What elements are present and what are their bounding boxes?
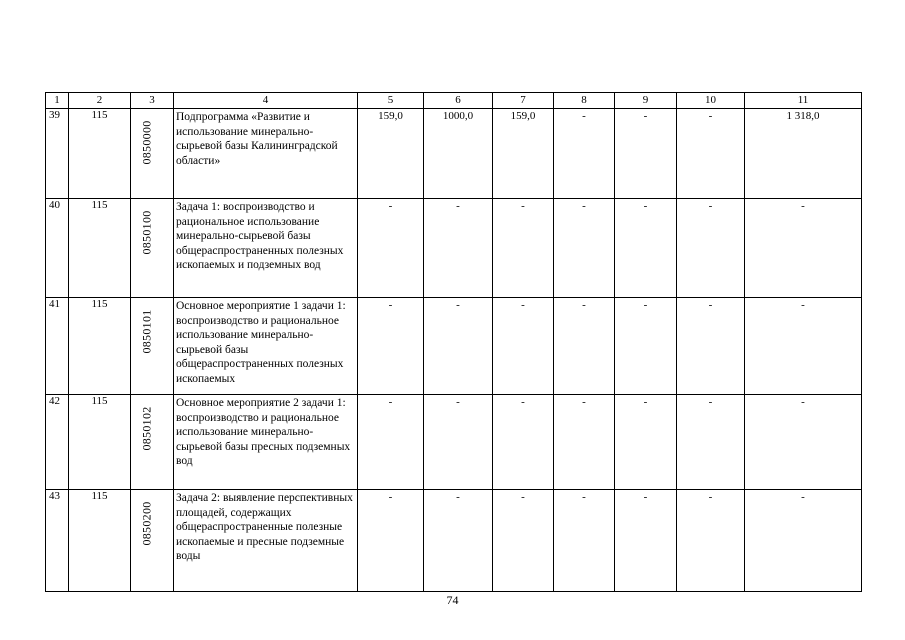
row-col2: 115	[69, 199, 131, 298]
row-col2: 115	[69, 395, 131, 490]
row-value-8: -	[554, 199, 615, 298]
header-cell-7: 7	[493, 93, 554, 109]
row-code-cell	[131, 109, 174, 199]
row-col2: 115	[69, 298, 131, 395]
header-cell-2: 2	[69, 93, 131, 109]
table-row	[46, 490, 862, 592]
row-value-8: -	[554, 395, 615, 490]
row-code: 0850000	[139, 120, 154, 165]
header-cell-5: 5	[358, 93, 424, 109]
row-value-7: -	[493, 490, 554, 592]
row-code-cell	[131, 298, 174, 395]
row-value-11: -	[745, 199, 862, 298]
row-value-7: -	[493, 395, 554, 490]
row-value-10: -	[677, 109, 745, 199]
row-col2: 115	[69, 490, 131, 592]
row-name: Основное мероприятие 1 задачи 1: воспроизводство и рациональное использование минерально-сырьевой базы общераспространенных полезных ископаемых	[174, 298, 358, 395]
row-value-10: -	[677, 490, 745, 592]
row-code-cell	[131, 490, 174, 592]
row-value-5: -	[358, 490, 424, 592]
row-value-5: -	[358, 298, 424, 395]
header-cell-11: 11	[745, 93, 862, 109]
row-number: 40	[46, 199, 69, 298]
header-cell-1: 1	[46, 93, 69, 109]
row-value-10: -	[677, 199, 745, 298]
row-code: 0850100	[139, 210, 154, 255]
row-code: 0850200	[139, 501, 154, 546]
budget-table	[45, 92, 862, 592]
row-number: 43	[46, 490, 69, 592]
row-value-11: 1 318,0	[745, 109, 862, 199]
header-cell-6: 6	[424, 93, 493, 109]
row-value-6: 1000,0	[424, 109, 493, 199]
row-value-9: -	[615, 199, 677, 298]
row-value-10: -	[677, 395, 745, 490]
row-value-5: 159,0	[358, 109, 424, 199]
row-value-6: -	[424, 395, 493, 490]
header-cell-3: 3	[131, 93, 174, 109]
row-value-9: -	[615, 395, 677, 490]
table-row	[46, 395, 862, 490]
row-value-8: -	[554, 109, 615, 199]
row-value-7: 159,0	[493, 109, 554, 199]
row-value-7: -	[493, 199, 554, 298]
row-value-9: -	[615, 298, 677, 395]
row-code: 0850102	[139, 406, 154, 451]
row-name: Задача 2: выявление перспективных площадей, содержащих общераспространенные полезные ископаемые и пресные подземные воды	[174, 490, 358, 592]
row-value-5: -	[358, 199, 424, 298]
row-value-6: -	[424, 199, 493, 298]
row-name: Основное мероприятие 2 задачи 1: воспроизводство и рациональное использование минерально-сырьевой базы пресных подземных вод	[174, 395, 358, 490]
row-code: 0850101	[139, 309, 154, 354]
row-value-11: -	[745, 395, 862, 490]
row-value-6: -	[424, 490, 493, 592]
table-row	[46, 199, 862, 298]
row-value-11: -	[745, 298, 862, 395]
row-number: 39	[46, 109, 69, 199]
table-row	[46, 109, 862, 199]
row-value-5: -	[358, 395, 424, 490]
row-code-cell	[131, 199, 174, 298]
table-row	[46, 298, 862, 395]
row-value-9: -	[615, 109, 677, 199]
row-name: Задача 1: воспроизводство и рациональное использование минерально-сырьевой базы общераспространенных полезных ископаемых и подземных вод	[174, 199, 358, 298]
row-number: 42	[46, 395, 69, 490]
row-value-10: -	[677, 298, 745, 395]
header-row	[46, 93, 862, 109]
row-number: 41	[46, 298, 69, 395]
header-cell-4: 4	[174, 93, 358, 109]
row-name: Подпрограмма «Развитие и использование минерально-сырьевой базы Калининградской области»	[174, 109, 358, 199]
row-value-8: -	[554, 298, 615, 395]
row-code-cell	[131, 395, 174, 490]
row-value-9: -	[615, 490, 677, 592]
header-cell-10: 10	[677, 93, 745, 109]
page-number: 74	[446, 593, 459, 607]
header-cell-8: 8	[554, 93, 615, 109]
row-value-11: -	[745, 490, 862, 592]
row-value-8: -	[554, 490, 615, 592]
row-value-6: -	[424, 298, 493, 395]
row-col2: 115	[69, 109, 131, 199]
header-cell-9: 9	[615, 93, 677, 109]
row-value-7: -	[493, 298, 554, 395]
